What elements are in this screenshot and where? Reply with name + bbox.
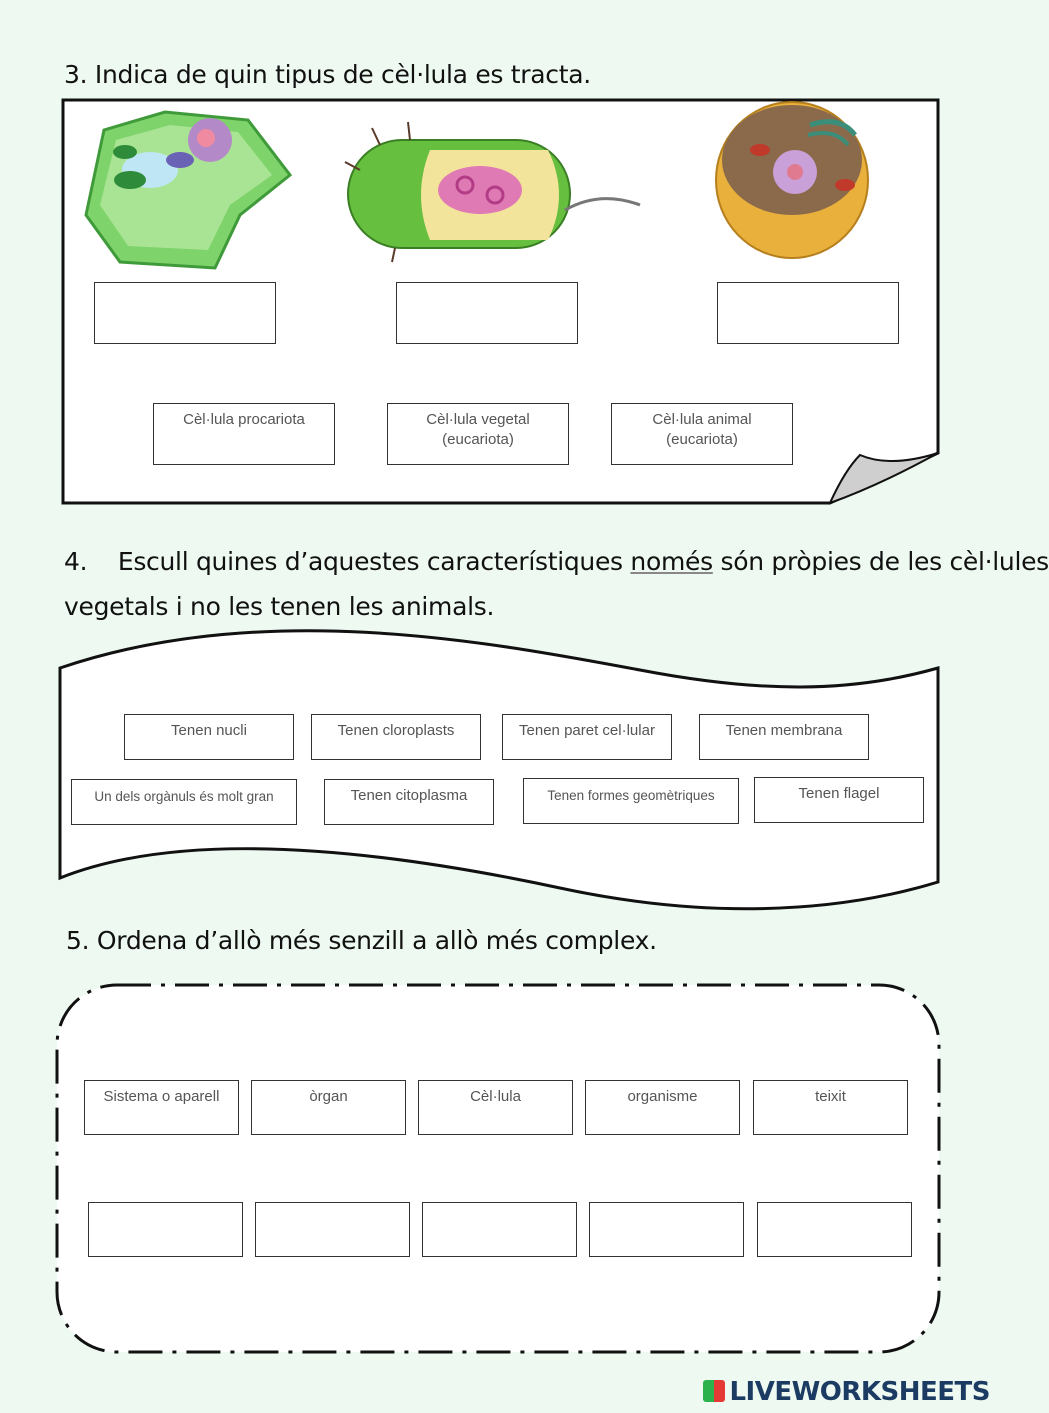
order-option-cellula[interactable]: Cèl·lula — [418, 1080, 573, 1135]
option-label: Cèl·lula vegetal — [426, 411, 530, 428]
bacterium-icon — [345, 122, 640, 262]
option-label: Cèl·lula animal — [652, 411, 752, 428]
order-slot-4[interactable] — [589, 1202, 744, 1257]
choice-tenen-cloroplasts[interactable]: Tenen cloroplasts — [311, 714, 481, 760]
order-option-organ[interactable]: òrgan — [251, 1080, 406, 1135]
logo-text: LIVEWORKSHEETS — [729, 1377, 990, 1407]
option-sublabel: (eucariota) — [666, 431, 738, 448]
title-text: són pròpies de les cèl·lules — [712, 547, 1049, 576]
answer-box-3[interactable] — [717, 282, 899, 344]
answer-box-1[interactable] — [94, 282, 276, 344]
choice-formes-geometriques[interactable]: Tenen formes geomètriques — [523, 778, 739, 824]
order-slot-2[interactable] — [255, 1202, 410, 1257]
choice-tenen-paret-cellular[interactable]: Tenen paret cel·lular — [502, 714, 672, 760]
choice-tenen-flagel[interactable]: Tenen flagel — [754, 777, 924, 823]
title-text: 4. Escull quines d’aquestes característiques — [64, 547, 631, 576]
section4-title-line2: vegetals i no les tenen les animals. — [64, 592, 495, 621]
section5-title: 5. Ordena d’allò més senzill a allò més complex. — [66, 926, 657, 955]
order-option-teixit[interactable]: teixit — [753, 1080, 908, 1135]
order-slot-1[interactable] — [88, 1202, 243, 1257]
option-animal[interactable] — [611, 403, 793, 465]
choice-tenen-citoplasma[interactable]: Tenen citoplasma — [324, 779, 494, 825]
plant-cell-icon — [86, 112, 290, 268]
animal-cell-icon — [716, 102, 868, 258]
option-vegetal[interactable] — [387, 403, 569, 465]
liveworksheets-logo — [703, 1377, 990, 1407]
answer-box-2[interactable] — [396, 282, 578, 344]
option-sublabel: (eucariota) — [442, 431, 514, 448]
order-slot-3[interactable] — [422, 1202, 577, 1257]
title-emphasis: només — [630, 547, 713, 576]
order-option-organisme[interactable]: organisme — [585, 1080, 740, 1135]
section3-title: 3. Indica de quin tipus de cèl·lula es tracta. — [64, 60, 591, 89]
order-slot-5[interactable] — [757, 1202, 912, 1257]
option-label: Cèl·lula procariota — [183, 411, 305, 428]
choice-tenen-nucli[interactable]: Tenen nucli — [124, 714, 294, 760]
section4-title — [64, 547, 1049, 576]
order-option-sistema[interactable]: Sistema o aparell — [84, 1080, 239, 1135]
choice-tenen-membrana[interactable]: Tenen membrana — [699, 714, 869, 760]
option-procariota[interactable] — [153, 403, 335, 465]
logo-icon — [703, 1380, 725, 1402]
choice-organul-gran[interactable]: Un dels orgànuls és molt gran — [71, 779, 297, 825]
